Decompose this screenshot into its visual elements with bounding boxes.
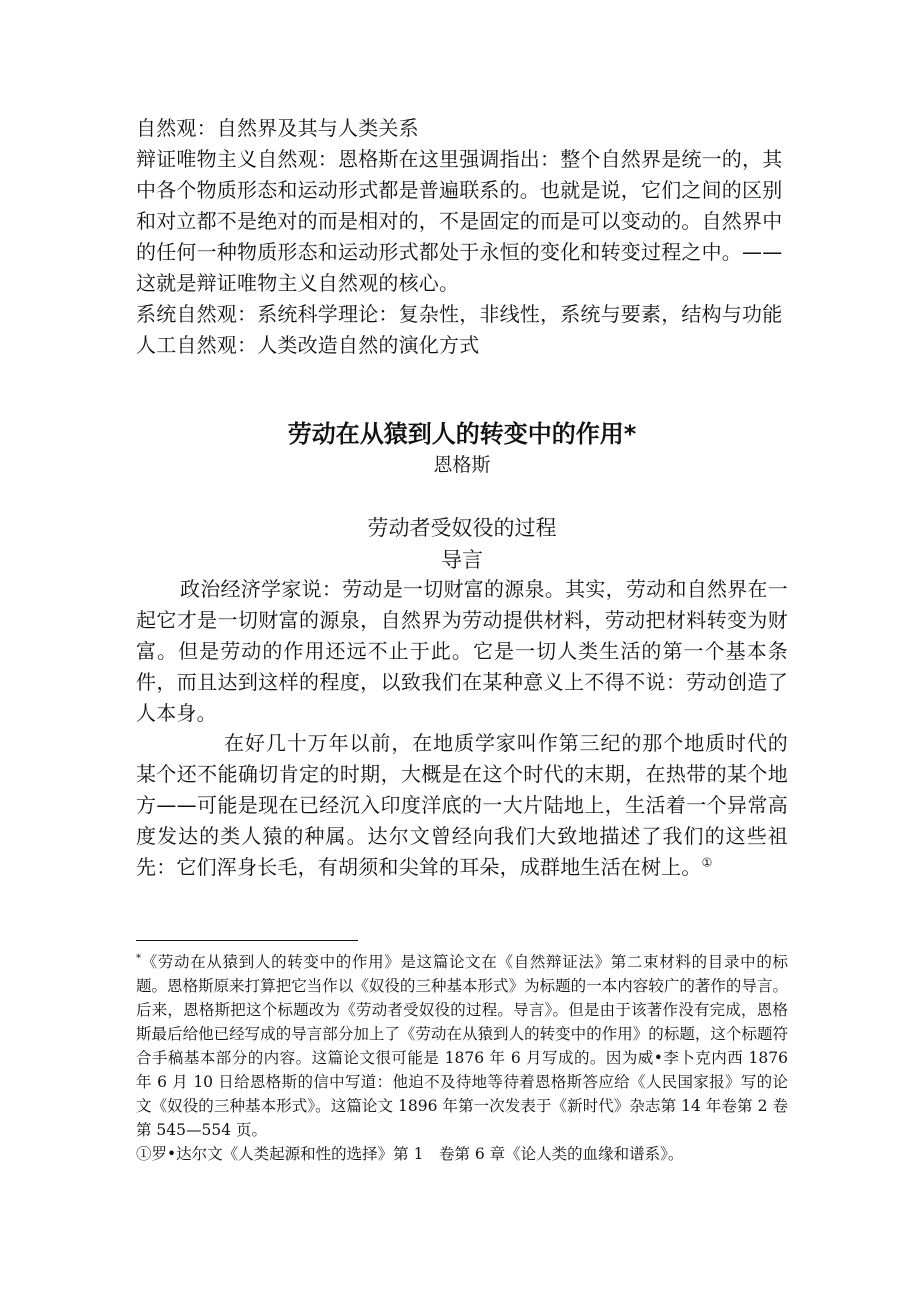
article-title: 劳动在从猿到人的转变中的作用* xyxy=(287,420,637,448)
section-subtitle: 导言 xyxy=(441,548,483,572)
intro-line-system-view: 系统自然观：系统科学理论：复杂性，非线性，系统与要素，结构与功能 xyxy=(136,302,783,326)
intro-line-dialectical-view: 辩证唯物主义自然观：恩格斯在这里强调指出：整个自然界是统一的，其中各个物质形态和运动形式都是普遍联系的。也就是说，它们之间的区别和对立都不是绝对的而是相对的，不是固定的而是可以变动的。自然界中的任何一种物质形态和运动形式都处于永恒的变化和转变过程之中。——这就是辩证唯物主义自然观的核心。 xyxy=(136,147,783,295)
intro-line-artificial-view: 人工自然观：人类改造自然的演化方式 xyxy=(136,333,480,357)
footnote-reference[interactable]: ① xyxy=(701,855,713,870)
footnote-2-text: 罗•达尔文《人类起源和性的选择》第 1 卷第 6 章《论人类的血缘和谱系》。 xyxy=(151,1145,684,1163)
paragraph-2 xyxy=(136,728,788,883)
footnote-1-text: 《劳动在从猿到人的转变中的作用》是这篇论文在《自然辩证法》第二束材料的目录中的标题。恩格斯原来打算把它当作以《奴役的三种基本形式》为标题的一本内容较广的著作的导言。后来，恩格斯把这个标题改为《劳动者受奴役的过程。导言》。但是由于该著作没有完成，恩格斯最后给他已经写成的导言部分加上了《劳动在从猿到人的转变中的作用》的标题，这个标题符合手稿基本部分的内容。这篇论文很可能是 1876 年 6 月写成的。因为威•李卜克内西 1876 年 6 月 10 日给恩格斯的信中写道：他迫不及待地等待着恩格斯答应给《人民国家报》写的论文《奴役的三种基本形式》。这篇论文 1896 年第一次发表于《新时代》杂志第 14 年卷第 2 卷第 545—554 页。 xyxy=(136,953,788,1139)
intro-block xyxy=(136,113,788,361)
article-author: 恩格斯 xyxy=(433,454,491,476)
footnotes xyxy=(136,950,788,1166)
paragraph-1: 政治经济学家说：劳动是一切财富的源泉。其实，劳动和自然界在一起它才是一切财富的源泉，自然界为劳动提供材料，劳动把材料转变为财富。但是劳动的作用还远不止于此。它是一切人类生活的第一个基本条件，而且达到这样的程度，以致我们在某种意义上不得不说：劳动创造了人本身。 xyxy=(136,577,788,725)
footnote-divider xyxy=(136,940,358,941)
paragraph-2-text: 在好几十万年以前，在地质学家叫作第三纪的那个地质时代的某个还不能确切肯定的时期，大概是在这个时代的末期，在热带的某个地方——可能是现在已经沉入印度洋底的一大片陆地上，生活着一个异常高度发达的类人猿的种属。达尔文曾经向我们大致地描述了我们的这些祖先：它们浑身长毛，有胡须和尖耸的耳朵，成群地生活在树上。 xyxy=(136,731,788,879)
footnote-1-mark: * xyxy=(136,952,141,964)
intro-line-nature-view: 自然观：自然界及其与人类关系 xyxy=(136,116,419,140)
footnote-1 xyxy=(136,950,788,1142)
footnote-2-mark: ① xyxy=(136,1145,152,1163)
section-title: 劳动者受奴役的过程 xyxy=(367,516,557,540)
footnote-2 xyxy=(136,1142,788,1166)
